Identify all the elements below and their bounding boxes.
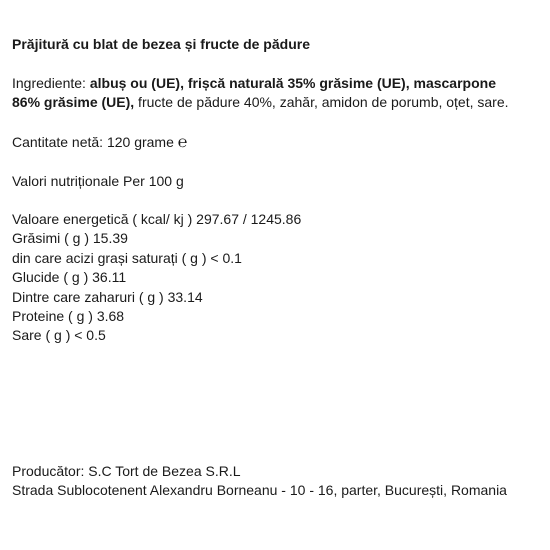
ingredients-allergens-2: 86% grăsime (UE),: [12, 94, 135, 110]
producer-address: Strada Sublocotenent Alexandru Borneanu - 10 - 16, parter, București, Romania: [12, 482, 507, 498]
ingredients-line-1: [12, 74, 496, 92]
producer-name: Producător: S.C Tort de Bezea S.R.L: [12, 463, 241, 479]
nutrition-row: Dintre care zaharuri ( g ) 33.14: [12, 289, 203, 305]
estimated-sign-icon: ℮: [177, 134, 188, 151]
ingredients-line-2: [12, 93, 509, 111]
nutrition-header: Valori nutriționale Per 100 g: [12, 173, 184, 189]
net-quantity: [12, 133, 187, 152]
nutrition-row: Grăsimi ( g ) 15.39: [12, 230, 128, 246]
ingredients-allergens-1: albuș ou (UE), frișcă naturală 35% grăsime (UE), mascarpone: [89, 75, 496, 91]
net-quantity-text: Cantitate netă: 120 grame: [12, 134, 178, 150]
nutrition-row: Valoare energetică ( kcal/ kj ) 297.67 / 1245.86: [12, 211, 302, 227]
ingredients-label: Ingrediente:: [12, 75, 90, 91]
nutrition-row: Glucide ( g ) 36.11: [12, 269, 127, 285]
product-title: Prăjitură cu blat de bezea și fructe de pădure: [12, 36, 310, 52]
ingredients-rest: fructe de pădure 40%, zahăr, amidon de porumb, oțet, sare.: [134, 94, 509, 110]
nutrition-row: din care acizi grași saturați ( g ) < 0.1: [12, 250, 242, 266]
nutrition-row: Proteine ( g ) 3.68: [12, 308, 125, 324]
nutrition-row: Sare ( g ) < 0.5: [12, 327, 106, 343]
